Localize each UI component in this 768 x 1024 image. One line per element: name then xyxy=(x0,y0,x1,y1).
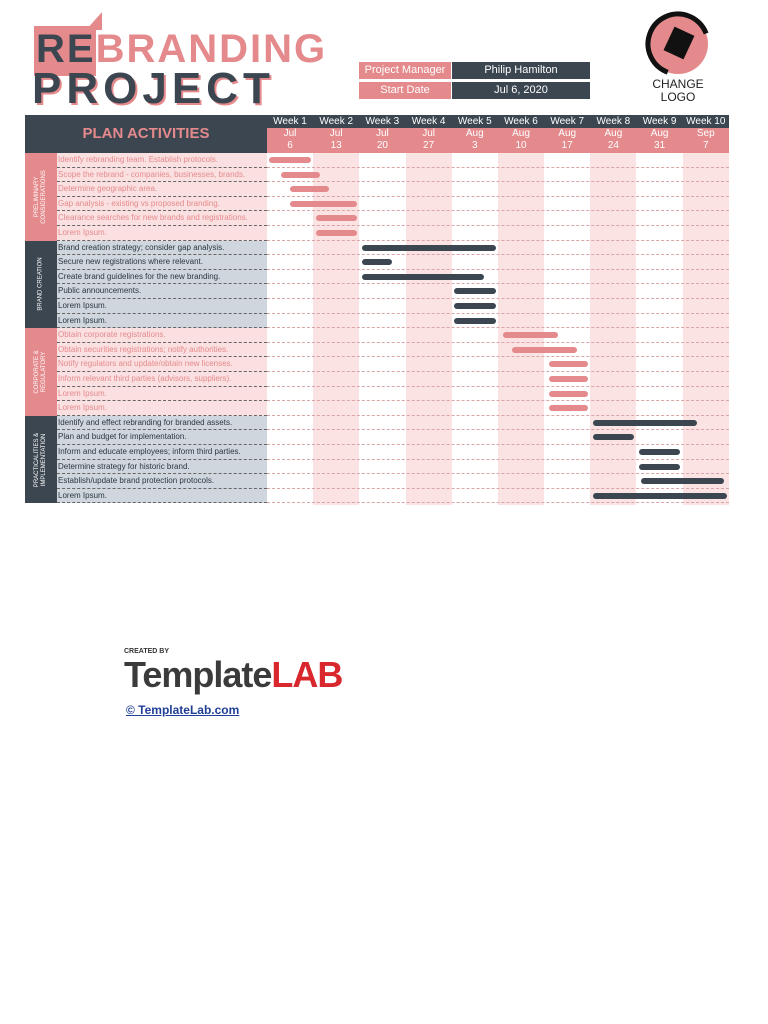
logo-placeholder[interactable] xyxy=(630,10,726,110)
activity-row[interactable]: Plan and budget for implementation. xyxy=(57,430,267,445)
week-label: Week 9 xyxy=(642,116,677,127)
activity-row[interactable]: Lorem Ipsum. xyxy=(57,314,267,329)
week-date xyxy=(406,128,452,153)
section-label xyxy=(25,328,57,416)
gantt-bar[interactable] xyxy=(641,478,724,484)
project-manager-value[interactable]: Philip Hamilton xyxy=(452,62,590,79)
week-date xyxy=(544,128,590,153)
gantt-bar[interactable] xyxy=(593,493,727,499)
week-month: Jul xyxy=(283,128,297,139)
gantt-bar[interactable] xyxy=(549,376,588,382)
created-by-label: CREATED BY xyxy=(124,648,169,655)
activity-row[interactable]: Public announcements. xyxy=(57,284,267,299)
week-column-shade xyxy=(683,153,729,505)
title-re: RE xyxy=(36,27,96,71)
gantt-bar[interactable] xyxy=(290,201,357,207)
activity-row[interactable]: Obtain corporate registrations. xyxy=(57,328,267,343)
week-month: Jul xyxy=(329,128,343,139)
gantt-chart xyxy=(25,115,729,505)
week-column-shade xyxy=(498,153,544,505)
gantt-bar[interactable] xyxy=(290,186,329,192)
templatelab-branding xyxy=(124,648,354,728)
activity-row[interactable]: Clearance searches for new brands and registrations. xyxy=(57,211,267,226)
row-divider xyxy=(267,181,729,182)
activity-row[interactable]: Inform and educate employees; inform third parties. xyxy=(57,445,267,460)
week-label: Week 7 xyxy=(550,116,585,127)
week-month: Jul xyxy=(422,128,435,139)
activity-row[interactable]: Secure new registrations where relevant. xyxy=(57,255,267,270)
row-divider xyxy=(267,313,729,314)
gantt-bar[interactable] xyxy=(593,434,635,440)
week-day: 17 xyxy=(561,140,573,151)
gantt-bar[interactable] xyxy=(593,420,697,426)
gantt-bar[interactable] xyxy=(362,259,392,265)
change-logo-icon xyxy=(630,10,726,78)
project-title xyxy=(30,10,340,113)
row-divider xyxy=(267,473,729,474)
activity-row[interactable]: Inform relevant third parties (advisors, suppliers). xyxy=(57,372,267,387)
row-divider xyxy=(267,269,729,270)
section-label-text: CORPORATE & REGULATORY xyxy=(34,350,47,394)
gantt-bar[interactable] xyxy=(503,332,558,338)
start-date-value[interactable]: Jul 6, 2020 xyxy=(452,82,590,99)
project-manager-label: Project Manager xyxy=(359,62,451,79)
gantt-bar[interactable] xyxy=(549,405,588,411)
change-logo-line-1: CHANGE xyxy=(652,77,704,91)
row-divider xyxy=(267,342,729,343)
gantt-bar[interactable] xyxy=(512,347,577,353)
week-label: Week 10 xyxy=(686,116,726,127)
week-month: Aug xyxy=(650,128,669,139)
week-label: Week 2 xyxy=(319,116,354,127)
start-date-row xyxy=(359,82,590,99)
section-label xyxy=(25,153,57,241)
week-month: Aug xyxy=(512,128,530,139)
week-date xyxy=(683,128,729,153)
activity-row[interactable]: Create brand guidelines for the new branding. xyxy=(57,270,267,285)
gantt-bar[interactable] xyxy=(639,464,681,470)
title-branding: BRANDING xyxy=(95,27,328,71)
change-logo-text xyxy=(630,78,726,104)
week-date xyxy=(267,128,313,153)
row-divider xyxy=(267,225,729,226)
row-divider xyxy=(267,196,729,197)
week-month: Aug xyxy=(558,128,577,139)
row-divider xyxy=(267,298,729,299)
week-date xyxy=(590,128,636,153)
start-date-label: Start Date xyxy=(359,82,451,99)
week-label: Week 4 xyxy=(411,116,446,127)
row-divider xyxy=(267,502,729,503)
week-label: Week 3 xyxy=(365,116,400,127)
row-divider xyxy=(267,240,729,241)
row-divider xyxy=(267,371,729,372)
gantt-bar[interactable] xyxy=(316,230,358,236)
week-month: Aug xyxy=(604,128,623,139)
gantt-bar[interactable] xyxy=(281,172,320,178)
gantt-bar[interactable] xyxy=(362,274,484,280)
activity-row[interactable]: Determine strategy for historic brand. xyxy=(57,460,267,475)
week-column-shade xyxy=(590,153,636,505)
gantt-bar[interactable] xyxy=(454,303,496,309)
activity-row[interactable]: Establish/update brand protection protocols. xyxy=(57,474,267,489)
activity-row[interactable]: Identify and effect rebranding for branded assets. xyxy=(57,416,267,431)
gantt-bar[interactable] xyxy=(454,318,496,324)
activity-row[interactable]: Obtain securities registrations; notify authorities. xyxy=(57,343,267,358)
activity-row[interactable]: Identify rebranding team. Establish protocols. xyxy=(57,153,267,168)
gantt-bar[interactable] xyxy=(549,361,588,367)
templatelab-template: Template xyxy=(124,654,272,695)
row-divider xyxy=(267,356,729,357)
week-day: 20 xyxy=(376,140,388,151)
gantt-bar[interactable] xyxy=(269,157,311,163)
activity-row[interactable]: Lorem Ipsum. xyxy=(57,299,267,314)
activity-row[interactable]: Scope the rebrand - companies, businesses, brands. xyxy=(57,168,267,183)
row-divider xyxy=(267,415,729,416)
activity-row[interactable]: Determine geographic area. xyxy=(57,182,267,197)
row-divider xyxy=(267,167,729,168)
row-divider xyxy=(267,254,729,255)
week-day: 10 xyxy=(515,140,527,151)
plan-activities-header: PLAN ACTIVITIES xyxy=(25,115,267,153)
gantt-bar[interactable] xyxy=(362,245,496,251)
week-day: 31 xyxy=(654,140,666,151)
row-divider xyxy=(267,283,729,284)
week-column-shade xyxy=(406,153,452,505)
week-day: 13 xyxy=(330,140,342,151)
row-divider xyxy=(267,210,729,211)
section-label xyxy=(25,241,57,329)
row-divider xyxy=(267,386,729,387)
gantt-bar[interactable] xyxy=(316,215,358,221)
week-month: Sep xyxy=(696,128,715,139)
week-date xyxy=(498,128,544,153)
week-day: 7 xyxy=(703,140,709,151)
week-label: Week 8 xyxy=(596,116,631,127)
gantt-bar[interactable] xyxy=(454,288,496,294)
activity-row[interactable]: Brand creation strategy; consider gap analysis. xyxy=(57,241,267,256)
row-divider xyxy=(267,400,729,401)
activity-row[interactable]: Lorem Ipsum. xyxy=(57,489,267,504)
week-day: 27 xyxy=(423,140,435,151)
week-day: 3 xyxy=(472,140,478,151)
section-label xyxy=(25,416,57,504)
activity-row[interactable]: Lorem Ipsum. xyxy=(57,401,267,416)
week-header-row xyxy=(267,115,729,128)
section-label-text: BRAND CREATION xyxy=(37,257,44,312)
section-label-text: PRELIMINARY CONSIDERATIONS xyxy=(34,170,47,224)
templatelab-logo xyxy=(124,654,342,696)
date-header-row xyxy=(267,128,729,153)
week-label: Week 1 xyxy=(273,116,307,127)
row-divider xyxy=(267,429,729,430)
row-divider xyxy=(267,488,729,489)
activity-row[interactable]: Lorem Ipsum. xyxy=(57,226,267,241)
row-divider xyxy=(267,327,729,328)
row-divider xyxy=(267,459,729,460)
week-label: Week 5 xyxy=(457,116,492,127)
title-project: PROJECT xyxy=(32,64,275,113)
week-day: 6 xyxy=(287,140,293,151)
week-date xyxy=(359,128,405,153)
week-label: Week 6 xyxy=(504,116,538,127)
week-date xyxy=(637,128,683,153)
project-manager-row xyxy=(359,62,590,79)
section-label-text: PRACTICALITIES & IMPLEMENTATION xyxy=(34,432,47,487)
week-date xyxy=(452,128,498,153)
week-month: Jul xyxy=(375,128,389,139)
gantt-bar[interactable] xyxy=(639,449,681,455)
templatelab-link[interactable]: © TemplateLab.com xyxy=(126,703,240,717)
activity-row[interactable]: Gap analysis - existing vs proposed branding. xyxy=(57,197,267,212)
week-date xyxy=(313,128,359,153)
week-month: Aug xyxy=(465,128,484,139)
row-divider xyxy=(267,444,729,445)
week-day: 24 xyxy=(607,140,619,151)
change-logo-line-2: LOGO xyxy=(660,90,696,104)
activity-row[interactable]: Lorem Ipsum. xyxy=(57,387,267,402)
gantt-bar[interactable] xyxy=(549,391,588,397)
templatelab-lab: LAB xyxy=(271,654,343,695)
activity-row[interactable]: Notify regulators and update/obtain new licenses. xyxy=(57,357,267,372)
